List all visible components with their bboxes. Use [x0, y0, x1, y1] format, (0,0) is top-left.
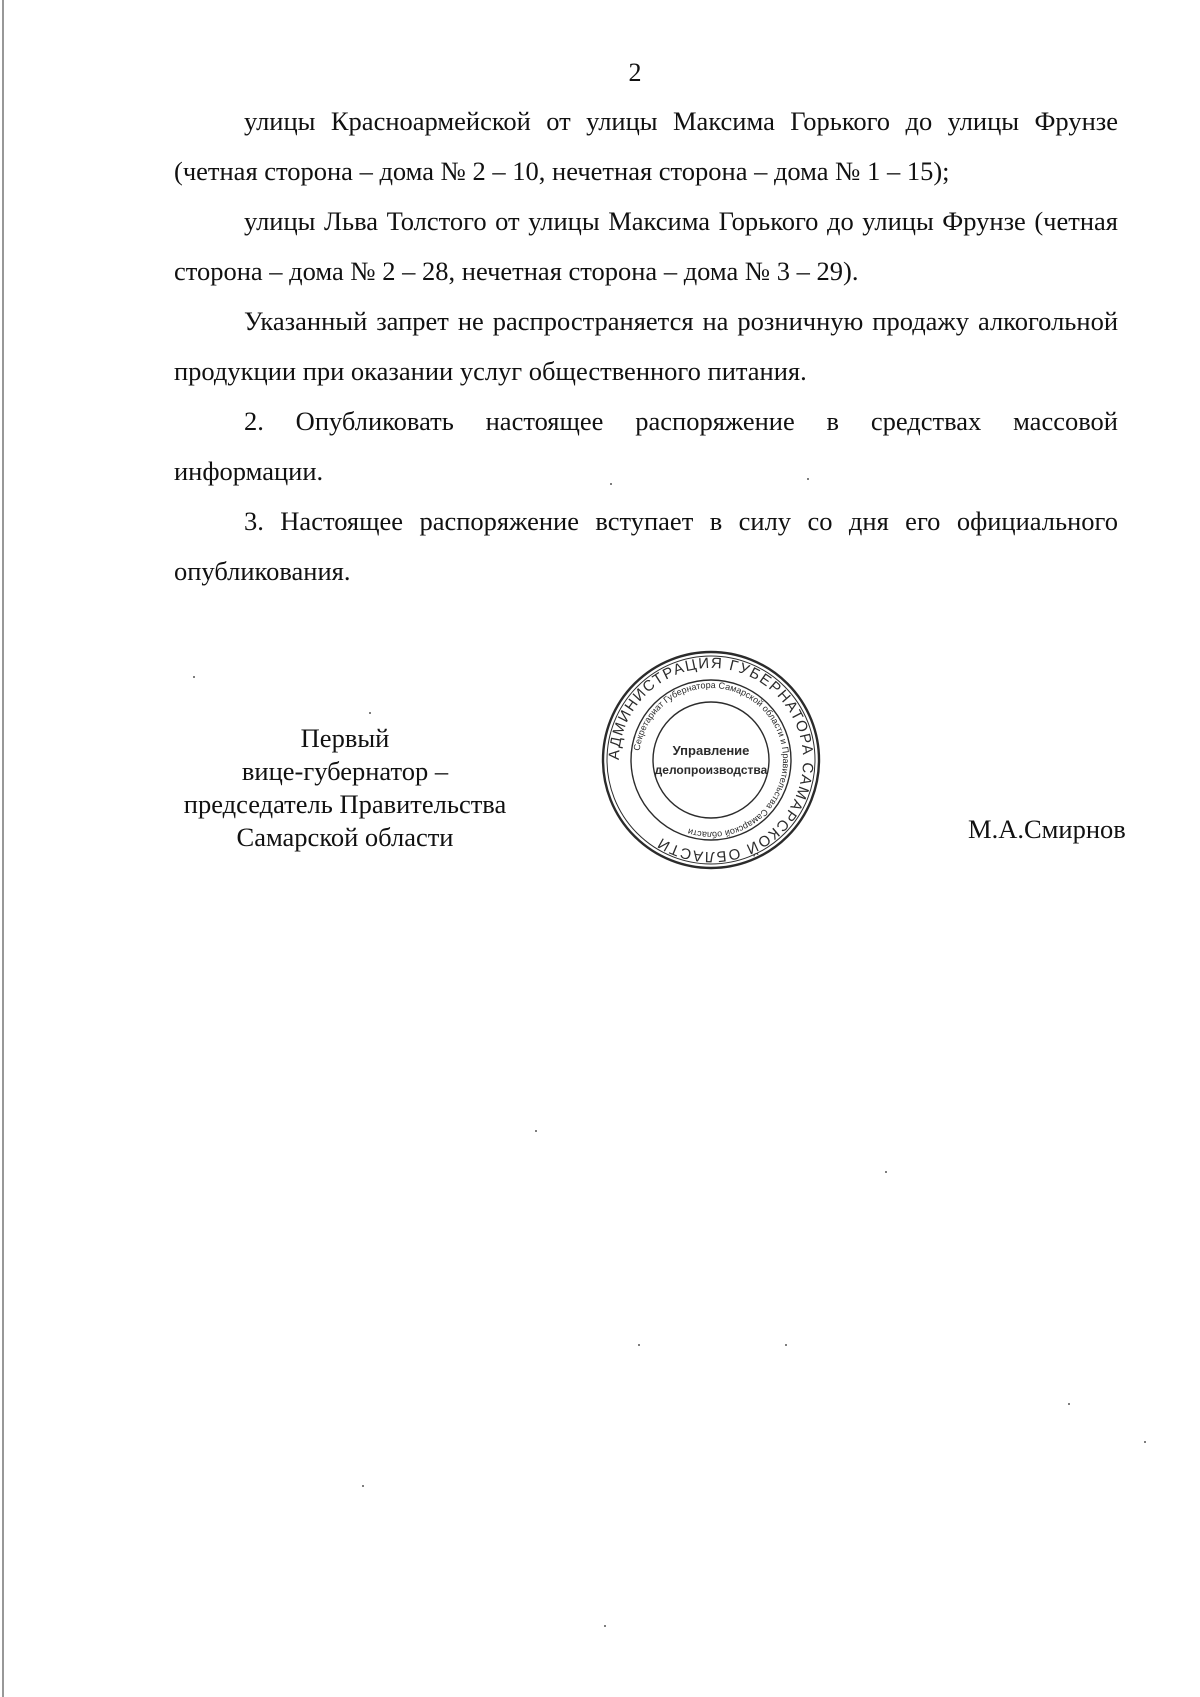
scan-speck [885, 1171, 887, 1173]
seal-inner-text: Секретариат Губернатора Самарской области и Правительства Самарской области [631, 679, 792, 841]
position-line: Первый [300, 723, 390, 753]
paragraph-krasnoarmeyskaya: улицы Красноармейской от улицы Максима Горького до улицы Фрунзе (четная сторона – дома № 2 – 10, нечетная сторона – дома № 1 – 15); [174, 106, 1118, 186]
scan-speck [1144, 1441, 1146, 1443]
document-body [174, 96, 1118, 596]
official-seal [598, 647, 824, 873]
seal-center-line-1: Управление [672, 743, 750, 758]
scan-speck [535, 1130, 537, 1132]
paragraph-item-2: 2. Опубликовать настоящее распоряжение в средствах массовой информации. [174, 406, 1118, 486]
seal-center-line-2: делопроизводства [654, 763, 768, 777]
svg-text:Секретариат Губернатора Самарс [632, 680, 791, 840]
position-line: председатель Правительства [183, 789, 507, 819]
signatory-position [160, 722, 530, 854]
seal-outer-text: АДМИНИСТРАЦИЯ ГУБЕРНАТОРА САМАРСКОЙ ОБЛАСТИ [605, 654, 817, 866]
scan-speck [785, 1344, 787, 1346]
scan-speck [638, 1344, 640, 1346]
scan-speck [193, 676, 195, 678]
position-line: вице-губернатор – [241, 756, 449, 786]
scan-speck [610, 483, 612, 485]
scan-edge-line [2, 0, 4, 1697]
scan-speck [1068, 1403, 1070, 1405]
scan-speck [604, 1625, 606, 1627]
signer-name: М.А.Смирнов [968, 814, 1126, 844]
paragraph-item-3: 3. Настоящее распоряжение вступает в силу со дня его официального опубликования. [174, 506, 1118, 586]
scan-speck [362, 1485, 364, 1487]
position-line: Самарской области [236, 822, 454, 852]
scan-speck [369, 712, 371, 714]
paragraph-exception: Указанный запрет не распространяется на розничную продажу алкогольной продукции при оказании услуг общественного питания. [174, 306, 1118, 386]
scan-speck [807, 478, 809, 480]
paragraph-lva-tolstogo: улицы Льва Толстого от улицы Максима Горького до улицы Фрунзе (четная сторона – дома № 2 – 28, нечетная сторона – дома № 3 – 29). [174, 206, 1118, 286]
page-number: 2 [628, 58, 642, 87]
